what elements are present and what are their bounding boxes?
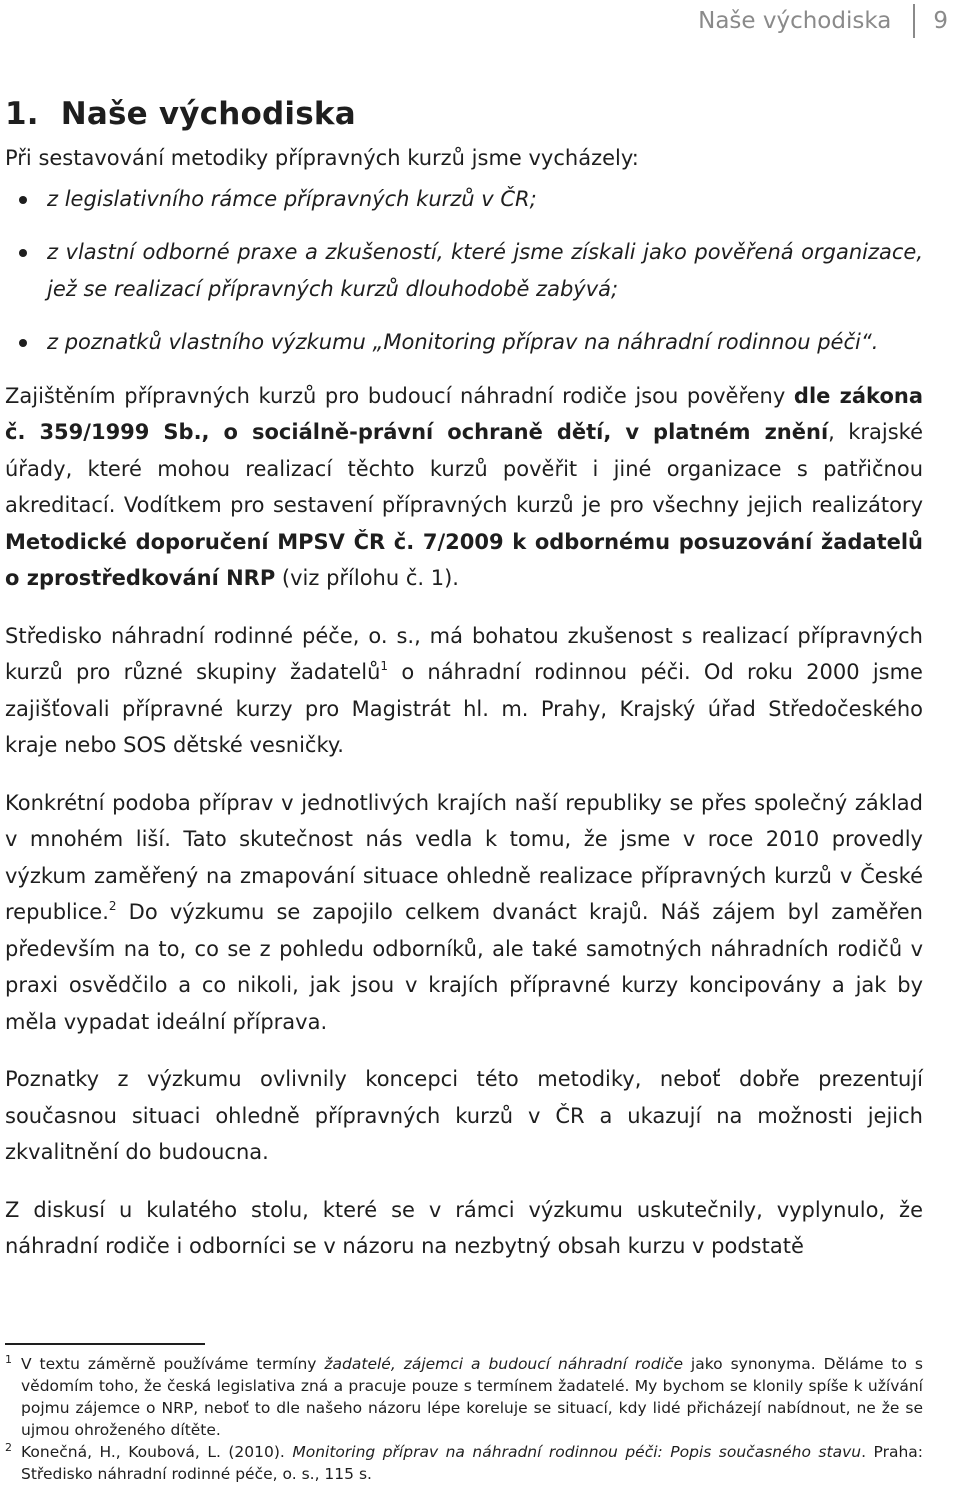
running-header [698, 4, 948, 38]
sources-list [5, 181, 923, 361]
bullet-icon [19, 196, 27, 204]
methodology-reference: Metodické doporučení MPSV ČR č. 7/2009 k odbornému posuzování žadatelů o zprostředkování NRP [5, 529, 923, 590]
paragraph-findings: Poznatky z výzkumu ovlivnily koncepci této metodiky, neboť dobře prezentují současnou situaci ohledně přípravných kurzů v ČR a ukazují na možnosti jejich zkvalitnění do budoucna. [5, 1067, 923, 1164]
paragraph-experience: Středisko náhradní rodinné péče, o. s., má bohatou zkušenost s realizací přípravných kurzů pro různé skupiny žadatelů$^1$ o náhradní rodinnou péči. Od roku 2000 jsme zajišťovali přípravné kurzy pro Magistrát hl. m. Prahy, Krajský úřad Středočeského kraje nebo SOS dětské vesničky. [5, 623, 923, 757]
running-title: Naše východiska [698, 8, 892, 34]
header-divider [913, 4, 915, 38]
intro-paragraph: Při sestavování metodiky přípravných kurzů jsme vycházely: [5, 146, 639, 170]
list-item: z vlastní odborné praxe a zkušeností, které jsme získali jako pověřená organizace, jež se realizací přípravných kurzů dlouhodobě zabývá; [5, 234, 923, 307]
footnote-2: 2 Konečná, H., Koubová, L. (2010). Monitoring příprav na náhradní rodinnou péči: Popis současného stavu. Praha: Středisko náhradní rodinné péče, o. s., 115 s. [5, 1440, 923, 1483]
bullet-icon [19, 249, 27, 257]
paragraph-research: Konkrétní podoba příprav v jednotlivých krajích naší republiky se přes společný základ v mnohém liší. Tato skutečnost nás vedla k tomu, že jsme v roce 2010 provedly výzkum zaměřený na zmapování situace ohledně realizace přípravných kurzů v České republice.$^2$ Do výzkumu se zapojilo celkem dvanáct krajů. Náš zájem byl zaměřen především na to, co se z pohledu odborníků, ale také samotných náhradních rodičů v praxi osvědčilo a co nikoli, jak jsou v krajích přípravné kurzy koncipovány a jak by měla vypadat ideální příprava. [5, 790, 923, 1034]
footnote-divider [5, 1343, 205, 1345]
bullet-icon [19, 339, 27, 347]
page-number: 9 [933, 8, 948, 34]
chapter-heading [5, 96, 923, 132]
chapter-number: 1. [5, 96, 39, 132]
paragraph-discussion: Z diskusí u kulatého stolu, které se v rámci výzkumu uskutečnily, vyplynulo, že náhradní rodiče i odborníci se v názoru na nezbytný obsah kurzu v podstatě [5, 1197, 923, 1258]
list-item: z legislativního rámce přípravných kurzů v ČR; [5, 181, 923, 218]
paragraph-legislation: Zajištěním přípravných kurzů pro budoucí náhradní rodiče jsou pověřeny dle zákona č. 359/1999 Sb., o sociálně-právní ochraně dětí, v platném znění, krajské úřady, které mohou realizací těchto kurzů pověřit i jiné organizace s patřičnou akreditací. Vodítkem pro sestavení přípravných kurzů je pro všechny jejich realizátory Metodické doporučení MPSV ČR č. 7/2009 k odbornému posuzování žadatelů o zprostředkování NRP (viz přílohu č. 1). [5, 383, 923, 590]
footnotes [5, 1343, 923, 1485]
law-reference: dle zákona č. 359/1999 Sb., o sociálně-právní ochraně dětí, v platném znění [5, 383, 923, 444]
footnote-ref-1: 1 [380, 659, 389, 673]
list-item: z poznatků vlastního výzkumu „Monitoring příprav na náhradní rodinnou péči“. [5, 324, 923, 361]
chapter-title: Naše východiska [60, 96, 356, 132]
footnote-ref-2: 2 [108, 899, 117, 913]
main-content [5, 96, 923, 1286]
footnote-1: 1 V textu záměrně používáme termíny žadatelé, zájemci a budoucí náhradní rodiče jako synonyma. Děláme to s vědomím toho, že česká legislativa zná a pracuje pouze s termínem žadatelé. My bychom se klonily spíše k užívání pojmu zájemce o NRP, neboť to dle našeho názoru lépe koreluje se situací, kdy lidé přicházejí nabídnout, ne že se ujmou ohroženého dítěte. [5, 1352, 923, 1439]
